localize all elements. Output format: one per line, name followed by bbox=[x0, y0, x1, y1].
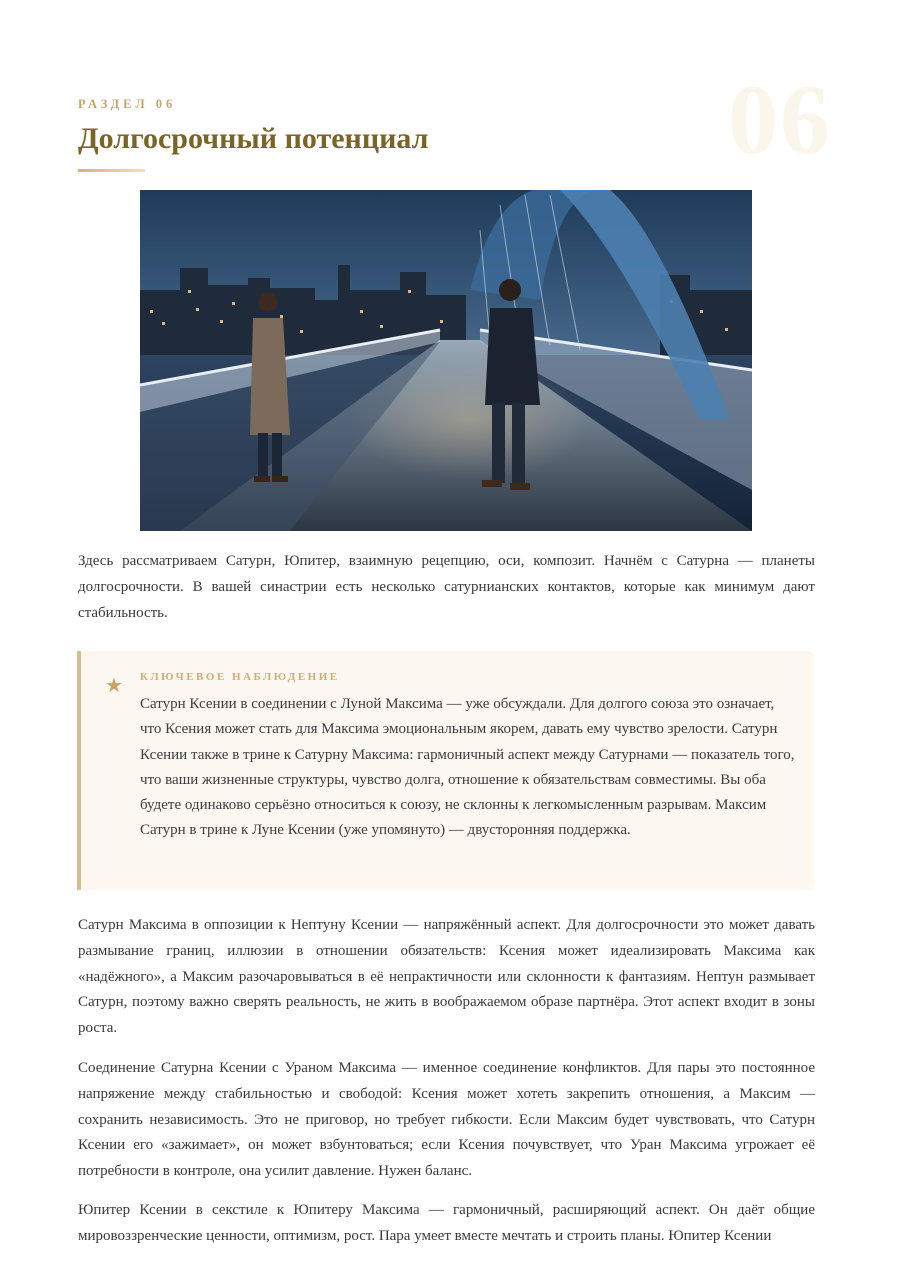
callout-text: Сатурн Ксении в соединении с Луной Максима — уже обсуждали. Для долгого союза это означает, что Ксения может стать для Максима эмоциональным якорем, давать ему чувство зрелости. Сатурн Ксении также в трине к Сатурну Максима: гармоничный аспект между Сатурнами — показатель того, что ваши жизненные структуры, чувство долга, отношение к обязательствам совместимы. Вы оба будете одинаково серьёзно относиться к союзу, не склонны к легкомысленным разрывам. Максим Сатурн в трине к Луне Ксении (уже упомянуто) — двусторонняя поддержка. bbox=[140, 696, 795, 839]
section-title: Долгосрочный потенциал bbox=[78, 122, 429, 155]
star-icon: ★ bbox=[105, 673, 123, 697]
key-observation-callout bbox=[77, 651, 814, 890]
section-label: РАЗДЕЛ 06 bbox=[78, 97, 177, 111]
section-number-watermark: 06 bbox=[728, 64, 832, 175]
couple-on-bridge-photo bbox=[140, 190, 752, 531]
body-paragraph: Соединение Сатурна Ксении с Ураном Максима — именное соединение конфликтов. Для пары это постоянное напряжение между стабильностью и свободой: Ксения может хотеть закрепить отношения, а Максим — сохранить независимость. Это не приговор, но требует гибкости. Если Максим будет чувствовать, что Сатурн Ксении его «зажимает», он может взбунтоваться; если Ксения почувствует, что Уран Максима угрожает её потребности в контроле, она усилит давление. Нужен баланс. bbox=[78, 1060, 815, 1180]
intro-paragraph: Здесь рассматриваем Сатурн, Юпитер, взаимную рецепцию, оси, композит. Начнём с Сатурна — планеты долгосрочности. В вашей синастрии есть несколько сатурнианских контактов, которые как минимум дают стабильность. bbox=[78, 553, 815, 621]
title-underline bbox=[78, 169, 145, 172]
callout-label: КЛЮЧЕВОЕ НАБЛЮДЕНИЕ bbox=[140, 671, 340, 683]
body-paragraph: Юпитер Ксении в секстиле к Юпитеру Максима — гармоничный, расширяющий аспект. Он даёт общие мировоззренческие ценности, оптимизм, рост. Пара умеет вместе мечтать и строить планы. Юпитер Ксении bbox=[78, 1202, 815, 1244]
body-paragraph: Сатурн Максима в оппозиции к Нептуну Ксении — напряжённый аспект. Для долгосрочности это может давать размывание границ, иллюзии в отношении обязательств: Ксения может идеализировать Максима как «надёжного», а Максим разочаровываться в её непрактичности или склонности к фантазиям. Нептун размывает Сатурн, поэтому важно сверять реальность, не жить в воображаемом образе партнёра. Этот аспект входит в зоны роста. bbox=[78, 917, 815, 1037]
